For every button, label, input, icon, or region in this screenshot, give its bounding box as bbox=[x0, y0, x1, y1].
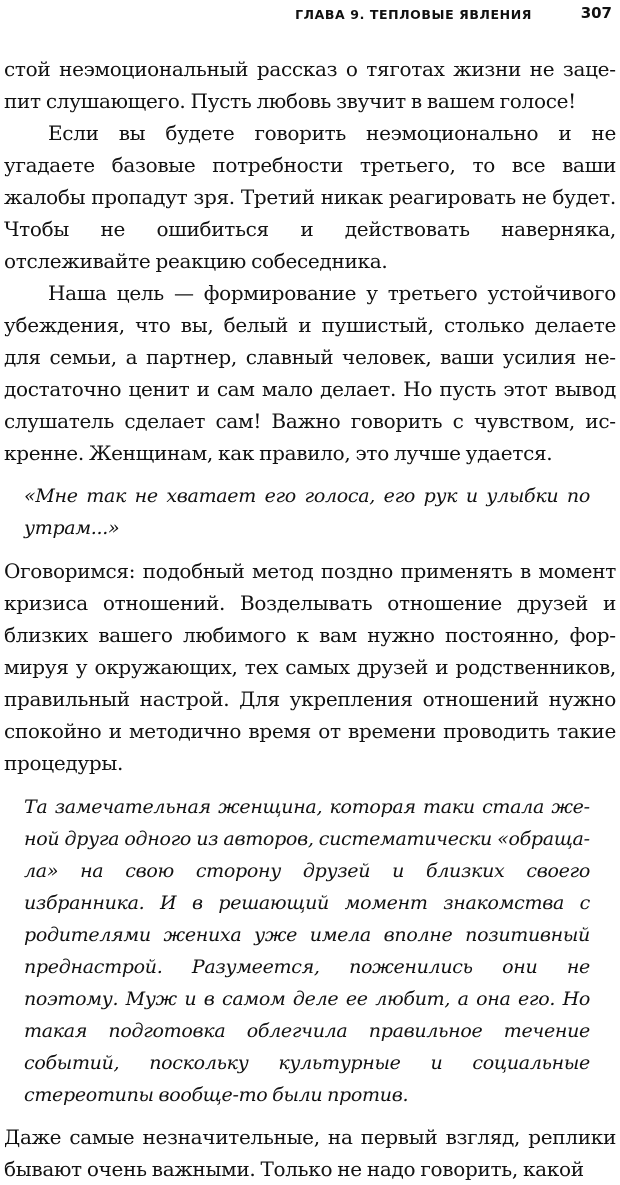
running-head: ГЛАВА 9. ТЕПЛОВЫЕ ЯВЛЕНИЯ bbox=[295, 7, 532, 22]
quote-1: «Мне так не хватает его голоса, его рук и улыбки по утрам...» bbox=[24, 485, 590, 539]
paragraph-5: Даже самые незначительные, на первый взгляд, реплики бывают очень важными. Только не надо говорить, какой bbox=[4, 1125, 616, 1181]
page-header bbox=[0, 3, 620, 27]
page-number: 307 bbox=[580, 4, 612, 22]
paragraph-4: Оговоримся: подобный метод поздно применять в момент кризиса отношений. Возделывать отношение друзей и близких вашего любимого к вам нужно постоянно, формируя у окружающих, тех самых друзей и родственников, правильный настрой. Для укрепления отношений нужно спокойно и методично время от времени проводить такие процедуры. bbox=[4, 559, 616, 775]
paragraph-1: стой неэмоциональный рассказ о тяготах жизни не зацепит слушающего. Пусть любовь звучит в вашем голосе! bbox=[4, 57, 616, 113]
page-body bbox=[0, 53, 620, 1185]
paragraph-2: Если вы будете говорить неэмоционально и не угадаете базовые потребности третьего, то все ваши жалобы пропадут зря. Третий никак реагировать не будет. Чтобы не ошибиться и действовать наверняка, отслеживайте реакцию собеседника. bbox=[4, 121, 616, 273]
quote-2: Та замечательная женщина, которая таки стала женой друга одного из авторов, систематически «обращала» на свою сторону друзей и близких своего избранника. И в решающий момент знакомства с родителями жениха уже имела вполне позитивный преднастрой. Разумеется, поженились они не поэтому. Муж и в самом деле ее любит, а она его. Но такая подготовка облегчила правильное течение событий, поскольку культурные и социальные стереотипы вообще-то были против. bbox=[24, 796, 590, 1106]
paragraph-3: Наша цель — формирование у третьего устойчивого убеждения, что вы, белый и пушистый, столько делаете для семьи, а партнер, славный человек, ваши усилия недостаточно ценит и сам мало делает. Но пусть этот вывод слушатель сделает сам! Важно говорить с чувством, искренне. Женщинам, как правило, это лучше удается. bbox=[4, 281, 616, 465]
